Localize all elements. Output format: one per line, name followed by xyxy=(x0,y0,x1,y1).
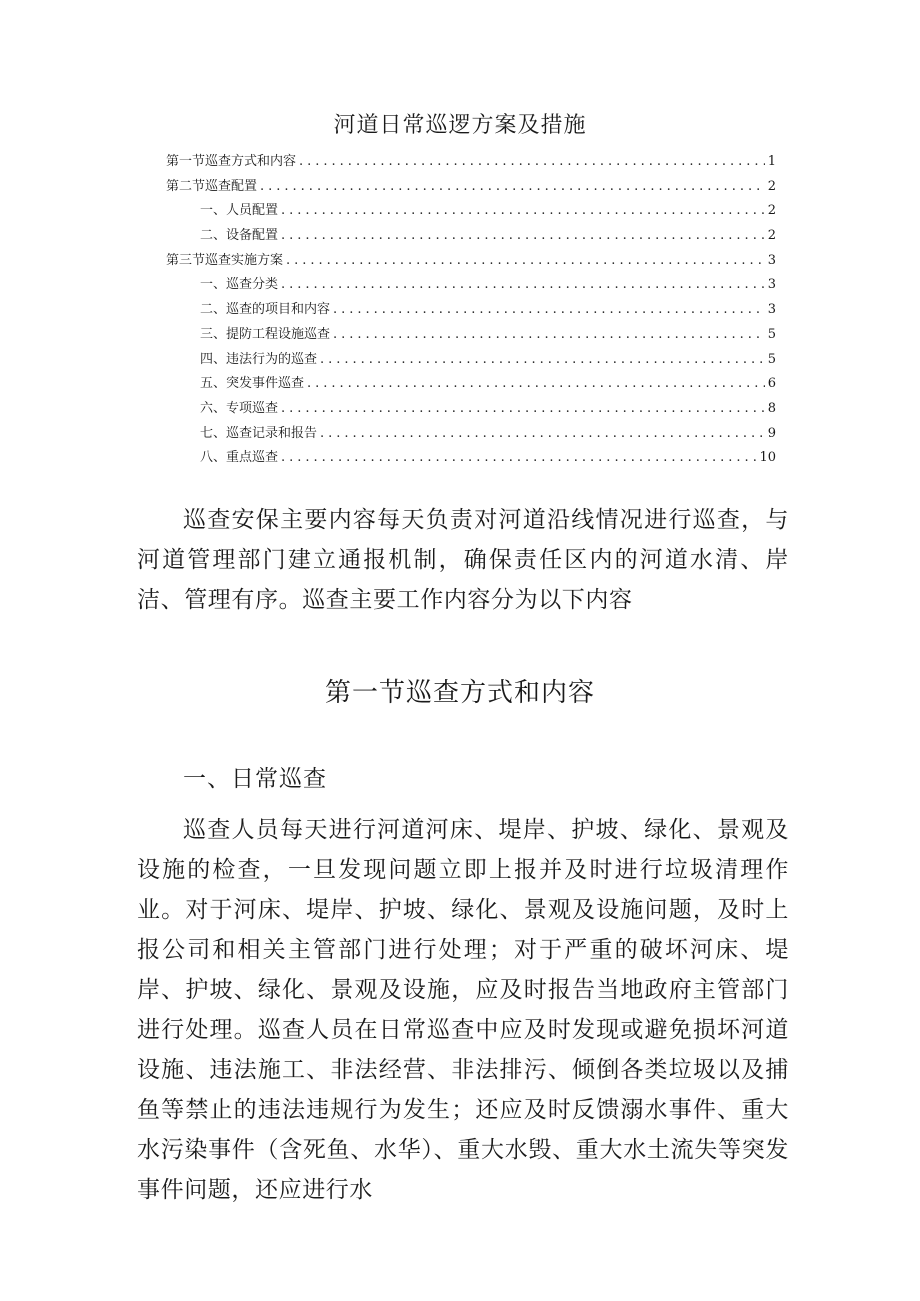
toc-leader-dots xyxy=(260,175,765,200)
toc-entry-page: 2 xyxy=(767,203,776,219)
toc-entry[interactable] xyxy=(166,422,776,447)
toc-entry-title: 二、设备配置 xyxy=(200,228,279,244)
toc-entry-page: 5 xyxy=(767,326,776,342)
toc-entry-title: 第一节巡查方式和内容 xyxy=(166,154,297,169)
toc-entry-title: 八、重点巡查 xyxy=(200,450,279,466)
toc-entry-title: 第三节巡查实施方案 xyxy=(166,252,284,268)
toc-leader-dots xyxy=(320,422,765,447)
toc-entry-title: 三、提防工程设施巡查 xyxy=(200,326,331,342)
toc-entry-title: 二、巡查的项目和内容 xyxy=(200,302,331,318)
toc-entry-page: 3 xyxy=(767,277,776,293)
toc-entry[interactable] xyxy=(166,372,776,397)
toc-entry-page: 6 xyxy=(767,376,776,392)
toc-entry-title: 四、违法行为的巡查 xyxy=(200,351,318,367)
toc-leader-dots xyxy=(333,323,765,348)
toc-entry-title: 七、巡查记录和报告 xyxy=(200,425,318,441)
intro-paragraph: 巡查安保主要内容每天负责对河道沿线情况进行巡查，与河道管理部门建立通报机制，确保责任区内的河道水清、岸洁、管理有序。巡查主要工作内容分为以下内容 xyxy=(137,507,789,613)
toc-entry[interactable] xyxy=(166,446,776,471)
toc-entry[interactable] xyxy=(166,323,776,348)
toc-entry-page: 3 xyxy=(767,252,776,268)
toc-leader-dots xyxy=(333,298,765,323)
toc-entry-title: 六、专项巡查 xyxy=(200,400,279,416)
toc-entry-title: 一、人员配置 xyxy=(200,203,279,219)
toc-entry-title: 五、突发事件巡查 xyxy=(200,376,305,392)
toc-entry[interactable] xyxy=(166,273,776,298)
toc-leader-dots xyxy=(281,224,765,249)
toc-entry-page: 8 xyxy=(767,400,776,416)
toc-leader-dots xyxy=(281,273,765,298)
section-heading: 第一节巡查方式和内容 xyxy=(324,678,595,708)
toc-entry[interactable] xyxy=(166,199,776,224)
toc-entry[interactable] xyxy=(166,175,776,200)
toc-entry-page: 3 xyxy=(767,302,776,318)
toc-entry[interactable] xyxy=(166,150,776,175)
toc-leader-dots xyxy=(286,249,765,274)
toc-entry[interactable] xyxy=(166,249,776,274)
table-of-contents xyxy=(166,150,776,471)
toc-leader-dots xyxy=(299,150,765,175)
toc-entry[interactable] xyxy=(166,397,776,422)
toc-leader-dots xyxy=(307,372,765,397)
toc-entry[interactable] xyxy=(166,298,776,323)
body-paragraph: 巡查人员每天进行河道河床、堤岸、护坡、绿化、景观及设施的检查，一旦发现问题立即上报并及时进行垃圾清理作业。对于河床、堤岸、护坡、绿化、景观及设施问题，及时上报公司和相关主管部门进行处理；对于严重的破坏河床、堤岸、护坡、绿化、景观及设施，应及时报告当地政府主管部门进行处理。巡查人员在日常巡查中应及时发现或避免损坏河道设施、违法施工、非法经营、非法排污、倾倒各类垃圾以及捕鱼等禁止的违法违规行为发生；还应及时反馈溺水事件、重大水污染事件（含死鱼、水华）、重大水毁、重大水土流失等突发事件问题，还应进行水 xyxy=(137,817,789,1203)
toc-entry-title: 一、巡查分类 xyxy=(200,277,279,293)
toc-entry-page: 10 xyxy=(759,450,776,466)
toc-leader-dots xyxy=(320,348,765,373)
toc-entry[interactable] xyxy=(166,348,776,373)
toc-leader-dots xyxy=(281,199,765,224)
toc-entry-page: 9 xyxy=(767,425,776,441)
toc-entry-page: 5 xyxy=(767,351,776,367)
toc-entry-page: 2 xyxy=(767,228,776,244)
document-title: 河道日常巡逻方案及措施 xyxy=(333,113,587,138)
sub-heading: 一、日常巡查 xyxy=(183,766,327,792)
toc-entry[interactable] xyxy=(166,224,776,249)
toc-entry-page: 2 xyxy=(767,178,776,194)
toc-entry-page: 1 xyxy=(767,154,776,169)
toc-entry-title: 第二节巡查配置 xyxy=(166,178,258,194)
toc-leader-dots xyxy=(281,397,765,422)
toc-leader-dots xyxy=(281,446,756,471)
